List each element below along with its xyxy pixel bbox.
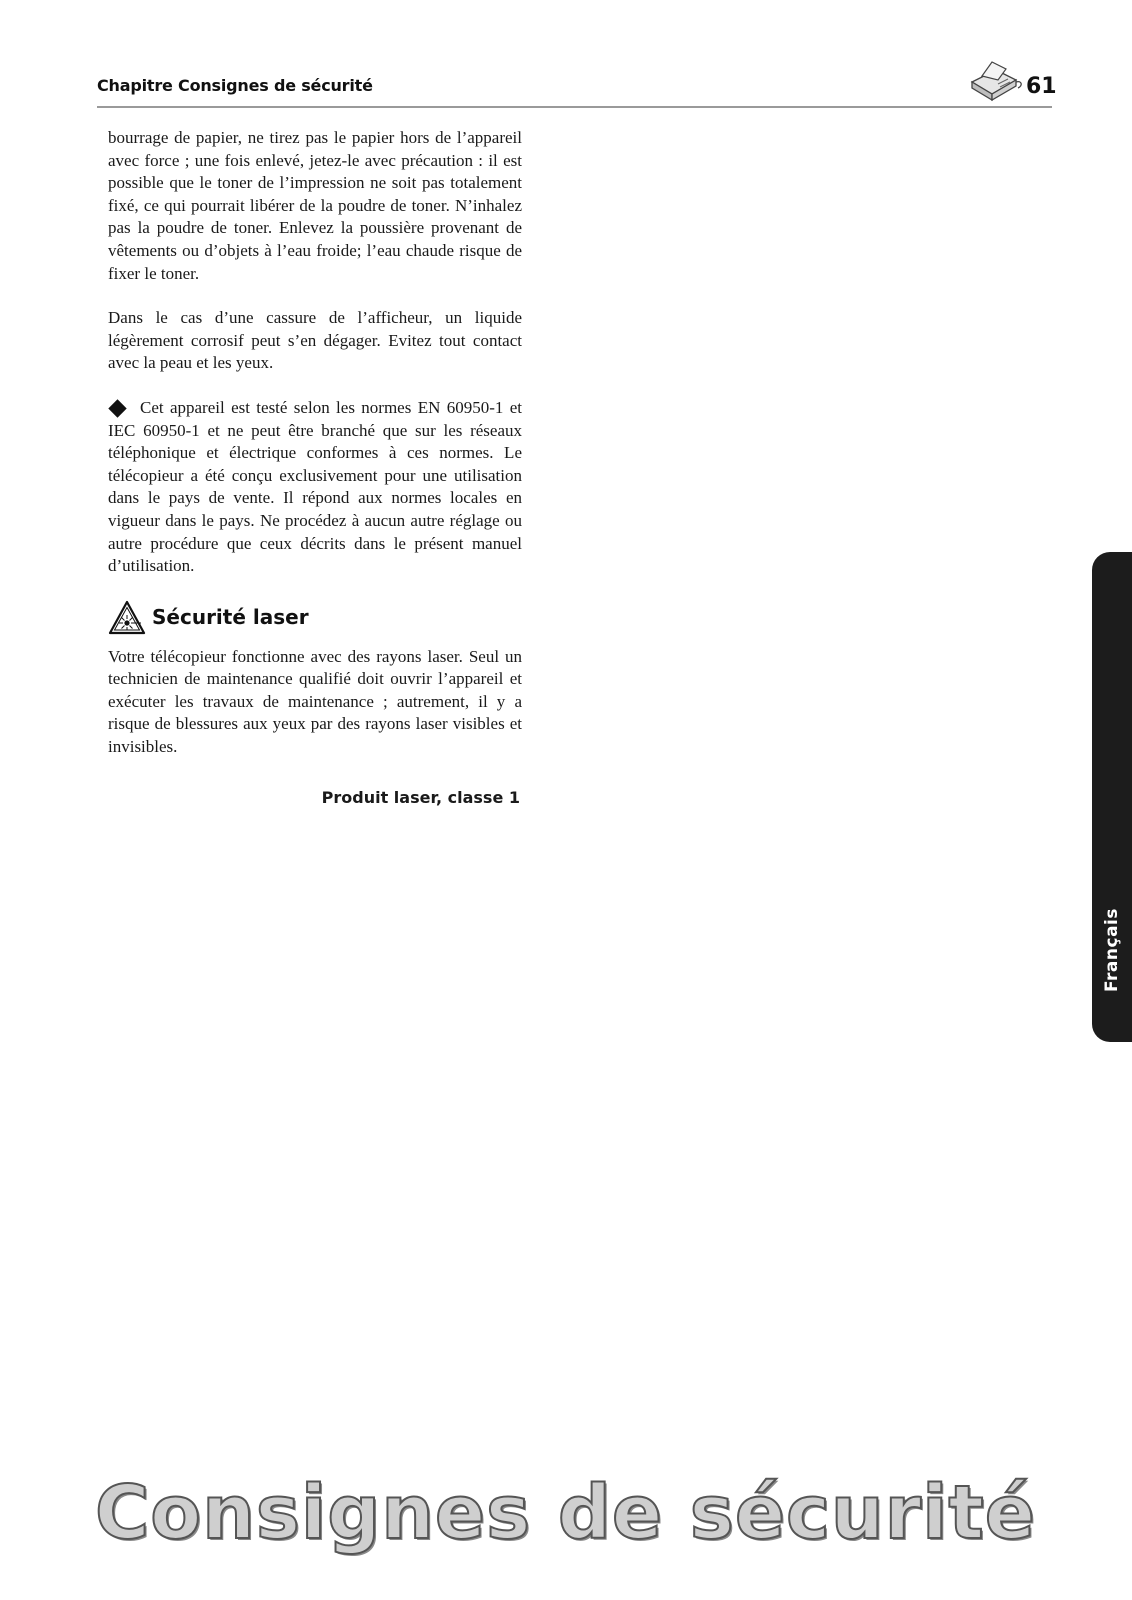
section-title: Sécurité laser — [152, 604, 309, 629]
laser-warning-icon — [108, 600, 146, 636]
section-heading — [108, 600, 522, 640]
header-divider — [97, 106, 1052, 108]
footer-chapter-title: Consignes de sécurité — [94, 1470, 1036, 1556]
page-number: 61 — [1026, 74, 1057, 99]
bullet-text: Cet appareil est testé selon les normes EN 60950-1 et IEC 60950-1 et ne peut être branché que sur les réseaux téléphonique et électrique conformes à ces normes. Le télécopieur a été conçu exclusivement pour une utilisation dans le pays de vente. Il répond aux normes locales en vigueur dans le pays. Ne procédez à aucun autre réglage ou autre procédure que ceux décrits dans le présent manuel d’utilisation. — [108, 397, 522, 576]
bullet-paragraph — [108, 397, 522, 578]
language-tab — [1092, 552, 1132, 1042]
product-class-label: Produit laser, classe 1 — [321, 787, 520, 807]
language-tab-label: Français — [1102, 908, 1122, 992]
paragraph-toner: bourrage de papier, ne tirez pas le papier hors de l’appareil avec force ; une fois enlevé, jetez-le avec précaution : il est possible que le toner de l’impression ne soit pas totalement fixé, ce qui pourrait libérer de la poudre de toner. N’inhalez pas la poudre de toner. Enlevez la poussière provenant de vêtements ou d’objets à l’eau froide; l’eau chaude risque de fixer le toner. — [108, 128, 522, 283]
main-column — [108, 127, 522, 809]
paragraph-display: Dans le cas d’une cassure de l’afficheur, un liquide légèrement corrosif peut s’en dégager. Evitez tout contact avec la peau et les yeux. — [108, 308, 522, 373]
paragraph-laser: Votre télécopieur fonctionne avec des rayons laser. Seul un technicien de maintenance qualifié doit ouvrir l’appareil et exécuter les travaux de maintenance ; autrement, il y a risque de blessures aux yeux par des rayons laser visibles et invisibles. — [108, 646, 522, 757]
diamond-bullet-icon — [108, 399, 126, 417]
chapter-title: Chapitre Consignes de sécurité — [97, 76, 373, 95]
fax-machine-icon — [962, 58, 1024, 104]
